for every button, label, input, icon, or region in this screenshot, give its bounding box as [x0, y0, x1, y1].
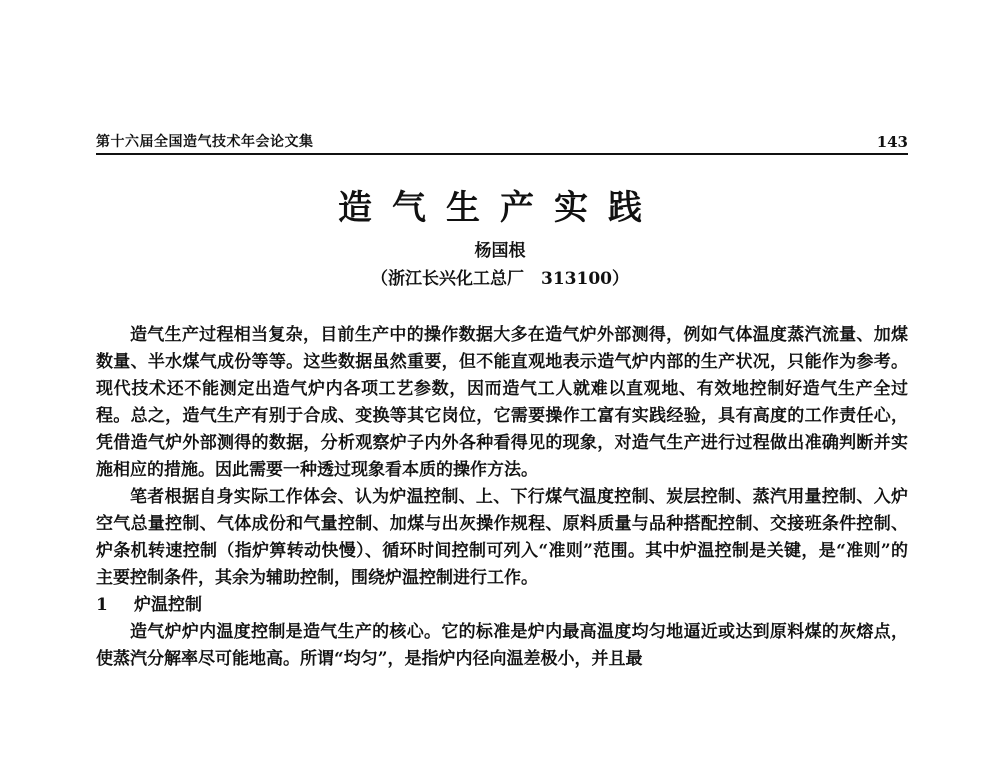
author-affiliation: （浙江长兴化工总厂 313100）	[371, 269, 629, 289]
author-name: 杨国根	[474, 241, 526, 261]
paper-body	[96, 322, 908, 673]
body-paragraph-2: 笔者根据自身实际工作体会、认为炉温控制、上、下行煤气温度控制、炭层控制、蒸汽用量控制、入炉空气总量控制、气体成份和气量控制、加煤与出灰操作规程、原料质量与品种搭配控制、交接班条件控制、炉条机转速控制（指炉箅转动快慢）、循环时间控制可列入“准则”范围。其中炉温控制是关键，是“准则”的主要控制条件，其余为辅助控制，围绕炉温控制进行工作。	[96, 487, 908, 588]
paper-title: 造气生产实践	[338, 188, 662, 228]
section-title: 炉温控制	[134, 595, 202, 615]
running-header	[96, 133, 908, 155]
page-number: 143	[876, 133, 908, 151]
section-heading	[96, 592, 908, 619]
section-paragraph: 造气炉炉内温度控制是造气生产的核心。它的标准是炉内最高温度均匀地逼近或达到原料煤的灰熔点，使蒸汽分解率尽可能地高。所谓“均匀”，是指炉内径向温差极小，并且最	[96, 622, 908, 669]
section-number: 1	[96, 595, 108, 615]
body-paragraph-1: 造气生产过程相当复杂，目前生产中的操作数据大多在造气炉外部测得，例如气体温度蒸汽流量、加煤数量、半水煤气成份等等。这些数据虽然重要，但不能直观地表示造气炉内部的生产状况，只能作为参考。现代技术还不能测定出造气炉内各项工艺参数，因而造气工人就难以直观地、有效地控制好造气生产全过程。总之，造气生产有别于合成、变换等其它岗位，它需要操作工富有实践经验，具有高度的工作责任心，凭借造气炉外部测得的数据，分析观察炉子内外各种看得见的现象，对造气生产进行过程做出准确判断并实施相应的措施。因此需要一种透过现象看本质的操作方法。	[96, 325, 908, 480]
header-rule	[96, 153, 908, 155]
journal-title: 第十六届全国造气技术年会论文集	[96, 134, 314, 150]
